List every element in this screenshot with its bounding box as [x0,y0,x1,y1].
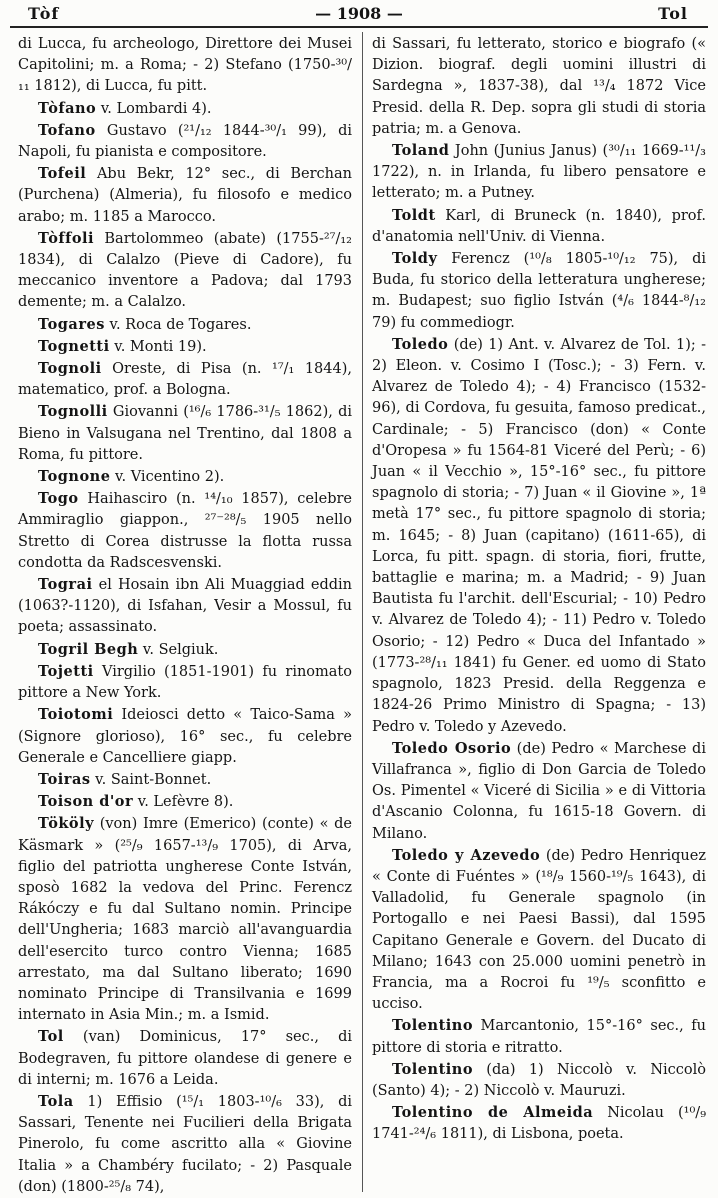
entry-text: di Lucca, fu archeologo, Direttore dei Musei Capitolini; m. a Roma; - 2) Stefano (1750-³⁰/₁₁ 1812), di Lucca, fu pitt. [18,36,352,95]
entry-headword: Toledo y Azevedo [392,846,541,864]
entry-text: Karl, di Bruneck (n. 1840), prof. d'anatomia nell'Univ. di Vienna. [372,207,706,245]
entry-headword: Toledo Osorio [392,739,512,757]
entry-headword: Tolentino [392,1017,473,1035]
entry-headword: Toiotomi [38,706,114,724]
entry-text: di Sassari, fu letterato, storico e biografo (« Dizion. biograf. degli uomini illustri di Sardegna », 1837-38), dal ¹³/₄ 1872 Vice Presid. della R. Dep. sopra gli studi di storia patria; m. a Genova. [372,36,706,137]
dictionary-entry [18,336,352,358]
entry-headword: Toldy [392,250,438,268]
dictionary-entry [372,845,706,1016]
entry-headword: Tognone [38,468,111,486]
continued-entry [372,34,706,140]
entry-headword: Tograi [38,576,93,594]
entry-text: v. Roca de Togares. [104,316,252,333]
dictionary-entry [18,358,352,401]
entry-headword: Togril Begh [38,640,139,658]
entry-text: (de) Pedro « Marchese di Villafranca », figlio di Don Garcia de Toledo Os. Pimentel « Viceré di Sicilia » e di Vittoria d'Ascanio Colonna, fu 1615-18 Govern. di Milano. [372,740,706,842]
dictionary-entry [18,813,352,1026]
entry-headword: Tòfano [38,99,97,117]
header-left-guideword: Tòf [28,4,60,23]
dictionary-entry [372,738,706,845]
entry-text: Bartolommeo (abate) (1755-²⁷/₁₂ 1834), di Calalzo (Pieve di Cadore), fu meccanico inventore a Padova; dal 1793 demente; m. a Calalzo. [18,230,352,311]
entry-headword: Tojetti [38,662,94,680]
entry-text: Nicolau (¹⁰/₉ 1741-²⁴/₆ 1811), di Lisbona, poeta. [372,1105,707,1143]
entry-text: v. Vicentino 2). [110,469,225,486]
dictionary-entry [18,791,352,813]
entry-text: (da) 1) Niccolò v. Niccolò (Santo) 4); - 2) Niccolò v. Mauruzi. [372,1061,706,1099]
entry-text: Marcantonio, 15°-16° sec., fu pittore di storia e ritratto. [372,1018,706,1056]
entry-headword: Tofeil [38,165,87,183]
dictionary-entry [18,314,352,336]
entry-headword: Tognolli [38,403,108,421]
entry-headword: Togares [38,315,105,333]
entry-text: (von) Imre (Emerico) (conte) « de Käsmark » (²⁵/₉ 1657-¹³/₉ 1705), di Arva, figlio del patriotta ungherese Conte István, sposò 1682 la vedova del Princ. Ferencz Rákóczy e fu dal Sultano nomin. Principe dell'Ungheria; 1683 marciò all'avanguardia dell'esercito turco contro Vienna; 1685 arrestato, ma dal Sultano liberato; 1690 nominato Principe di Transilvania e 1699 internato in Asia Min.; m. a Ismid. [18,816,352,1024]
dictionary-columns [18,34,707,1195]
entry-text: Gustavo (²¹/₁₂ 1844-³⁰/₁ 99), di Napoli, fu pianista e compositore. [18,122,352,161]
entry-headword: Tököly [38,815,95,833]
dictionary-entry [372,334,706,738]
right-column [372,34,706,1198]
continued-entry [18,34,352,98]
dictionary-entry [372,140,706,205]
entry-text: (van) Dominicus, 17° sec., di Bodegraven, fu pittore olandese di genere e di interni; m. 1676 a Leida. [18,1029,352,1088]
dictionary-entry [372,248,706,334]
entry-text: Abu Bekr, 12° sec., di Berchan (Purchena) (Almeria), fu filosofo e medico arabo; m. 1185 a Marocco. [18,166,352,225]
entry-headword: Tola [38,1092,74,1110]
entry-text: v. Selgiuk. [138,641,219,658]
dictionary-entry [18,163,352,228]
entry-headword: Toldt [392,206,436,224]
entry-text: v. Monti 19). [109,338,207,355]
dictionary-entry [18,704,352,769]
entry-text: (de) Pedro Henriquez « Conte di Fuéntes » (¹⁸/₉ 1560-¹⁹/₅ 1643), di Valladolid, fu Generale spagnolo (in Portogallo e nei Paesi Bassi), dal 1595 Capitano Generale e Govern. del Ducato di Milano; 1643 con 25.000 uomini penetrò in Francia, ma a Rocroi fu ¹⁹/₅ sconfitto e ucciso. [372,847,706,1013]
dictionary-entry [18,769,352,791]
dictionary-entry [18,574,352,639]
entry-text: Oreste, di Pisa (n. ¹⁷/₁ 1844), matematico, prof. a Bologna. [18,361,352,399]
entry-text: v. Saint-Bonnet. [90,771,212,788]
dictionary-entry [18,466,352,488]
dictionary-entry [18,1026,352,1091]
entry-text: v. Lombardi 4). [96,100,212,117]
dictionary-entry [18,639,352,661]
header-rule [10,26,708,28]
dictionary-entry [18,98,352,120]
dictionary-entry [372,205,706,248]
dictionary-entry [18,120,352,163]
entry-text: 1) Effisio (¹⁵/₁ 1803-¹⁰/₆ 33), di Sassari, Tenente nei Fucilieri della Brigata Pinerolo, fu come ascritto alla « Giovine Italia » a Chambéry fucilato; - 2) Pasquale (don) (1800-²⁵/₈ 74), [18,1093,352,1195]
header-right-guideword: Tol [658,4,688,23]
entry-text: v. Lefèvre 8). [133,794,234,811]
entry-headword: Tol [38,1028,64,1046]
dictionary-entry [18,488,352,574]
entry-text: Ideiosci detto « Taico-Sama » (Signore glorioso), 16° sec., fu celebre Generale e Cancelliere giapp. [18,707,352,766]
entry-headword: Toland [392,142,450,160]
page-number: — 1908 — [315,4,403,23]
dictionary-entry [18,661,352,704]
running-header [10,0,708,26]
entry-headword: Toledo [392,335,449,353]
entry-headword: Tolentino de Almeida [392,1104,594,1122]
entry-headword: Toiras [38,770,91,788]
entry-headword: Tòffoli [38,229,95,247]
entry-headword: Toison d'or [38,793,134,811]
entry-text: Virgilio (1851-1901) fu rinomato pittore a New York. [18,663,352,702]
entry-headword: Togo [38,490,79,508]
entry-headword: Tofano [38,121,96,139]
entry-headword: Tolentino [392,1060,473,1078]
entry-headword: Tognoli [38,360,102,378]
dictionary-entry [372,1102,706,1145]
dictionary-entry [18,228,352,314]
dictionary-entry [18,1091,352,1198]
dictionary-entry [18,401,352,466]
entry-text: John (Junius Janus) (³⁰/₁₁ 1669-¹¹/₃ 1722), n. in Irlanda, fu libero pensatore e letterato; m. a Putney. [372,143,706,202]
entry-text: Ferencz (¹⁰/₈ 1805-¹⁰/₁₂ 75), di Buda, fu storico della letteratura ungherese; m. Budapest; suo figlio István (⁴/₆ 1844-⁸/₁₂ 79) fu commediogr. [372,251,706,331]
entry-headword: Tognetti [38,337,110,355]
entry-text: Giovanni (¹⁶/₆ 1786-³¹/₅ 1862), di Bieno in Valsugana nel Trentino, dal 1808 a Roma, fu pittore. [18,404,352,463]
dictionary-entry [372,1015,706,1058]
entry-text: el Hosain ibn Ali Muaggiad eddin (1063?-1120), di Isfahan, Vesir a Mossul, fu poeta; assassinato. [18,577,352,636]
entry-text: Haihasciro (n. ¹⁴/₁₀ 1857), celebre Ammiraglio giappon., ²⁷⁻²⁸/₅ 1905 nello Stretto di Corea distrusse la flotta russa condotta da Radscesvenski. [18,491,352,571]
dictionary-entry [372,1059,706,1102]
left-column [18,34,352,1198]
entry-text: (de) 1) Ant. v. Alvarez de Tol. 1); - 2) Eleon. v. Cosimo I (Tosc.); - 3) Fern. v. Alvarez de Toledo 4); - 4) Francisco (1532-96), di Cordova, fu gesuita, famoso predicat., Cardinale; - 5) Francisco (don) « Conte d'Oropesa » fu 1564-81 Viceré del Perù; - 6) Juan « il Vecchio », 15°-16° sec., fu pittore spagnolo di storia; - 7) Juan « il Giovine », 1ª metà 17° sec., fu pittore spagnolo di storia; m. 1645; - 8) Juan (capitano) (1611-65), di Lorca, fu pitt. spagn. di storia, fiori, frutte, battaglie e marina; m. a Madrid; - 9) Juan Bautista fu l'archit. dell'Escurial; - 10) Pedro v. Alvarez de Toledo 4); - 11) Pedro v. Toledo Osorio; - 12) Pedro « Duca del Infantado » (1773-²⁸/₁₁ 1841) fu Gener. ed uomo di Stato spagnolo, 1823 Presid. della Reggenza e 1824-26 Primo Ministro di Spagna; - 13) Pedro v. Toledo y Azevedo. [372,336,706,735]
